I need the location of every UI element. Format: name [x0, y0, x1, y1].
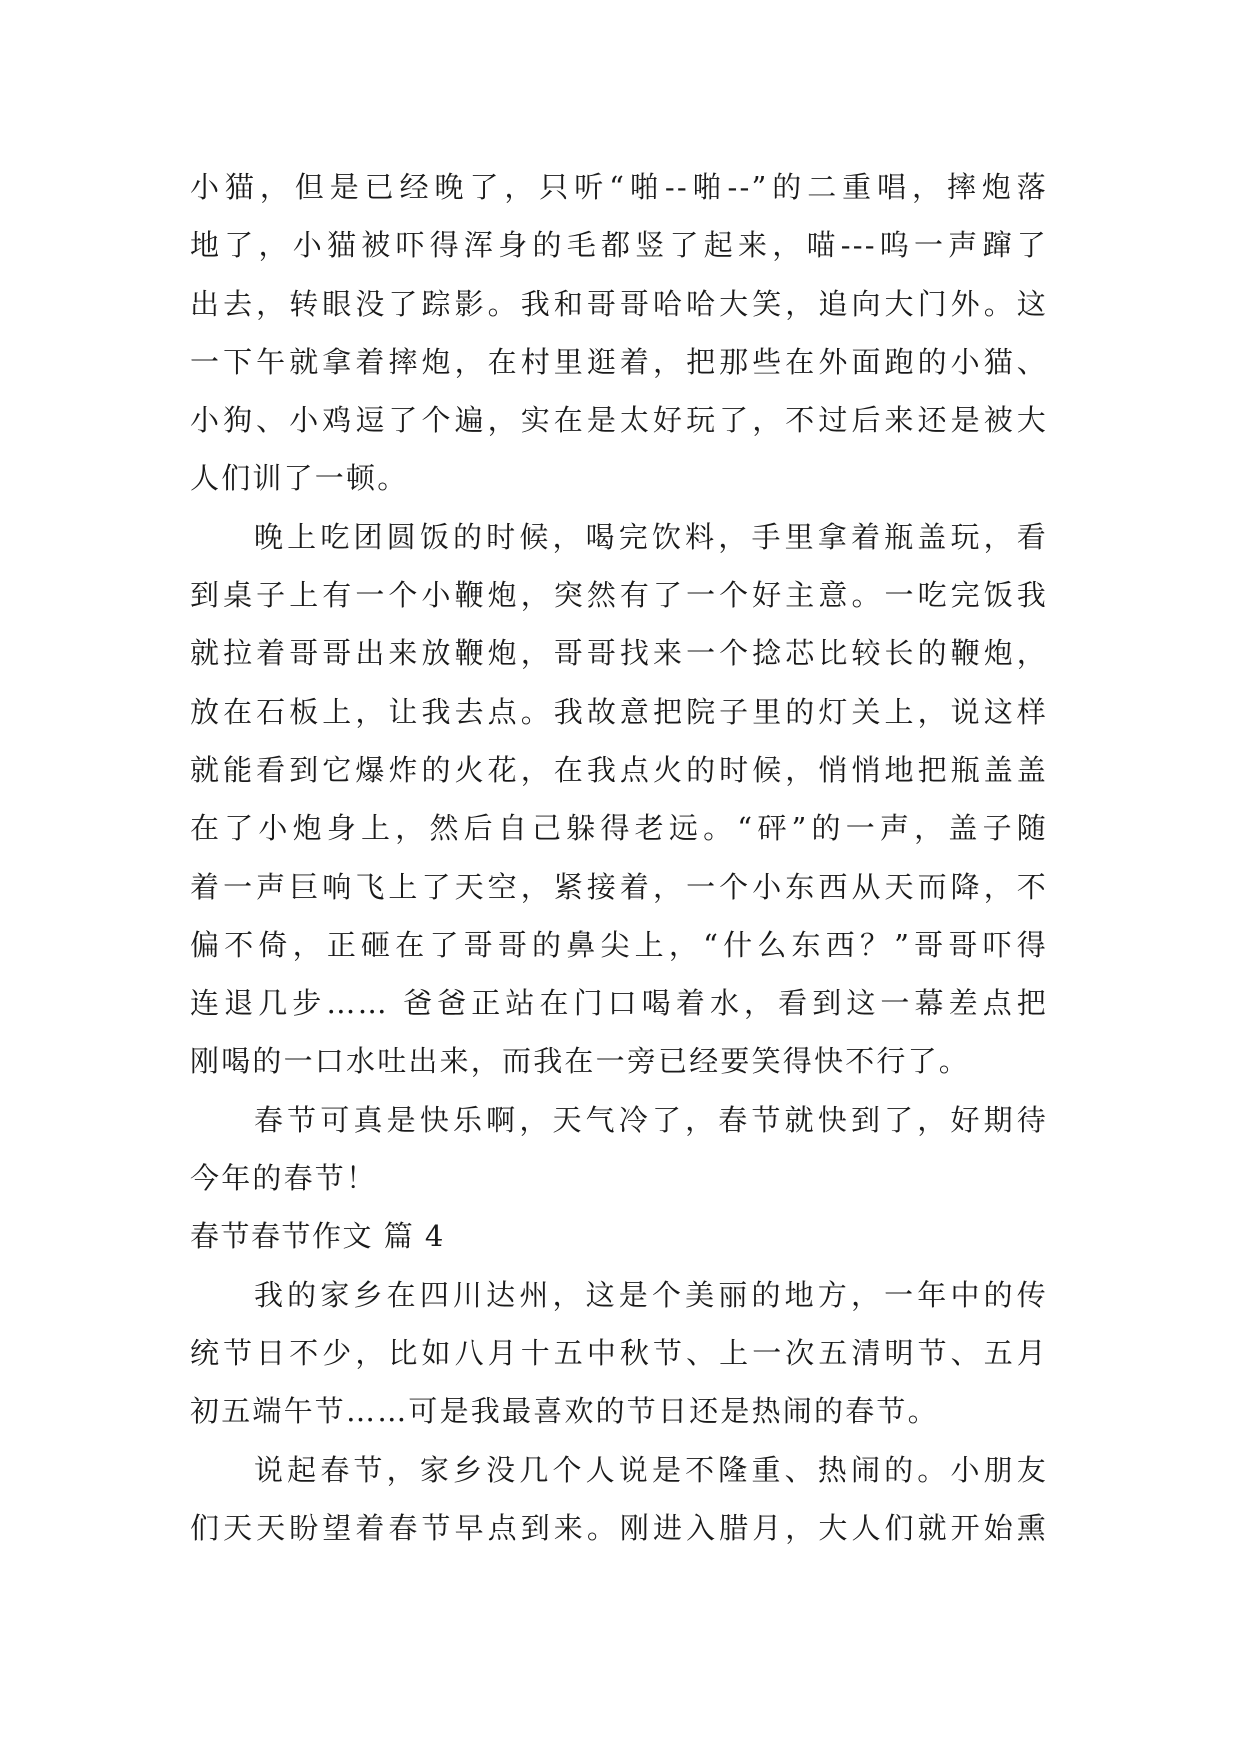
- paragraph-first-line: 说起春节，家乡没几个人说是不隆重、热闹的。小朋友: [254, 1452, 1048, 1487]
- text-line: 出去，转眼没了踪影。我和哥哥哈哈大笑，追向大门外。这: [190, 286, 1048, 321]
- text-line: 放在石板上，让我去点。我故意把院子里的灯关上，说这样: [190, 694, 1048, 729]
- text-line: 小狗、小鸡逗了个遍，实在是太好玩了，不过后来还是被大: [190, 403, 1048, 438]
- text-line: 统节日不少，比如八月十五中秋节、上一次五清明节、五月: [190, 1335, 1048, 1370]
- text-line: 初五端午节……可是我最喜欢的节日还是热闹的春节。: [190, 1394, 939, 1429]
- text-line: 就拉着哥哥出来放鞭炮，哥哥找来一个捻芯比较长的鞭炮，: [190, 636, 1048, 671]
- paragraph-first-line: 春节可真是快乐啊，天气冷了，春节就快到了，好期待: [254, 1102, 1048, 1137]
- paragraph-first-line: 晚上吃团圆饭的时候，喝完饮料，手里拿着瓶盖玩，看: [254, 519, 1048, 554]
- text-line: 到桌子上有一个小鞭炮，突然有了一个好主意。一吃完饭我: [190, 578, 1048, 613]
- document-body: [190, 158, 1070, 1557]
- text-line: 连退几步…… 爸爸正站在门口喝着水，看到这一幕差点把: [190, 986, 1048, 1021]
- text-line: 地了，小猫被吓得浑身的毛都竖了起来，喵---呜一声蹿了: [190, 228, 1048, 263]
- text-line: 刚喝的一口水吐出来，而我在一旁已经要笑得快不行了。: [190, 1044, 971, 1079]
- text-line: 今年的春节！: [190, 1161, 378, 1196]
- text-line: 在了小炮身上，然后自己躲得老远。“砰”的一声，盖子随: [190, 811, 1048, 846]
- text-line: 偏不倚，正砸在了哥哥的鼻尖上，“什么东西？”哥哥吓得: [190, 927, 1048, 962]
- text-line: 人们训了一顿。: [190, 461, 409, 496]
- paragraph-first-line: 我的家乡在四川达州，这是个美丽的地方，一年中的传: [254, 1277, 1048, 1312]
- text-line: 一下午就拿着摔炮，在村里逛着，把那些在外面跑的小猫、: [190, 344, 1048, 379]
- section-heading: 春节春节作文 篇 4: [190, 1219, 445, 1254]
- text-line: 着一声巨响飞上了天空，紧接着，一个小东西从天而降，不: [190, 869, 1048, 904]
- text-line: 们天天盼望着春节早点到来。刚进入腊月，大人们就开始熏: [190, 1510, 1048, 1545]
- text-line: 就能看到它爆炸的火花，在我点火的时候，悄悄地把瓶盖盖: [190, 752, 1048, 787]
- text-line: 小猫，但是已经晚了，只听“啪--啪--”的二重唱，摔炮落: [190, 170, 1048, 204]
